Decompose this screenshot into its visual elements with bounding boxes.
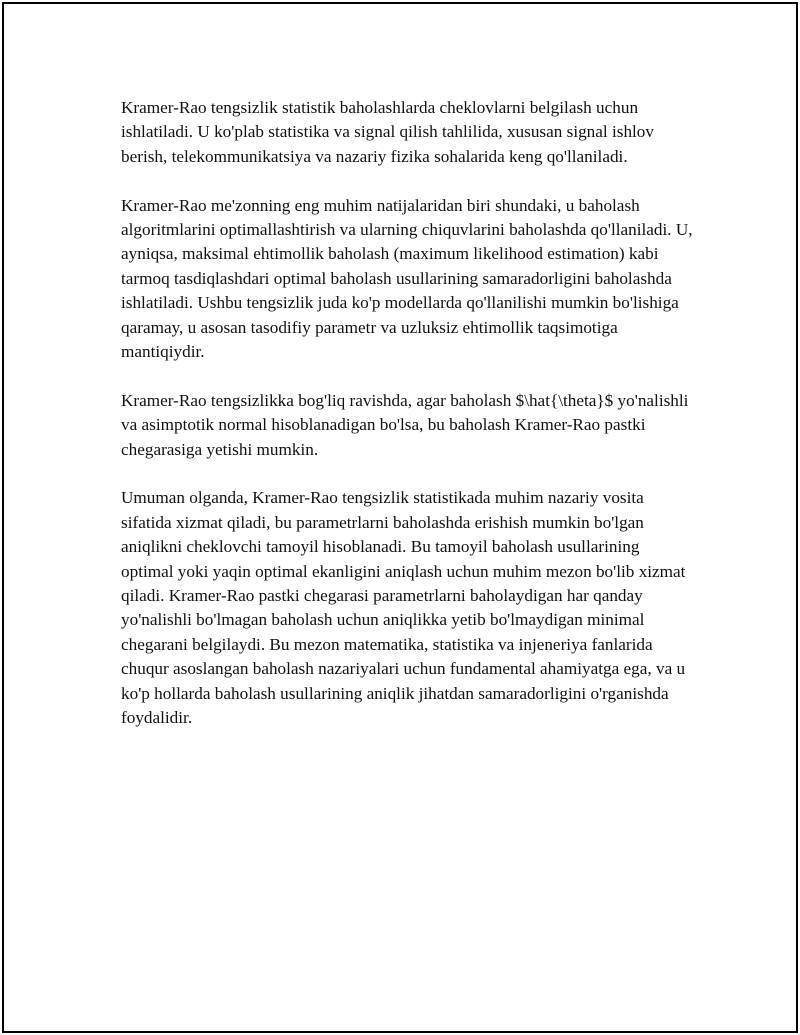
paragraph-4: Umuman olganda, Kramer-Rao tengsizlik statistikada muhim nazariy vosita sifatida xizmat qiladi, bu parametrlarni baholashda erishish mumkin bo'lgan aniqlikni cheklovchi tamoyil hisoblanadi. Bu tamoyil baholash usullarining optimal yoki yaqin optimal ekanligini aniqlash uchun muhim mezon bo'lib xizmat qiladi. Kramer-Rao pastki chegarasi parametrlarni baholaydigan har qanday yo'nalishli bo'lmagan baholash uchun aniqlikka yetib bo'lmaydigan minimal chegarani belgilaydi. Bu mezon matematika, statistika va injeneriya fanlarida chuqur asoslangan baholash nazariyalari uchun fundamental ahamiyatga ega, va u ko'p hollarda baholash usullarining aniqlik jihatdan samaradorligini o'rganishda foydalidir. <box>121 488 686 728</box>
document-body <box>121 96 696 755</box>
page-frame <box>2 2 798 1033</box>
paragraph-2: Kramer-Rao me'zonning eng muhim natijalaridan biri shundaki, u baholash algoritmlarini optimallashtirish va ularning chiquvlarini baholashda qo'llaniladi. U, ayniqsa, maksimal ehtimollik baholash (maximum likelihood estimation) kabi tarmoq tasdiqlashdari optimal baholash usullarining samaradorligini baholashda ishlatiladi. Ushbu tengsizlik juda ko'p modellarda qo'llanilishi mumkin bo'lishiga qaramay, u asosan tasodifiy parametr va uzluksiz ehtimollik taqsimotiga mantiqiydir. <box>121 195 693 362</box>
paragraph-1: Kramer-Rao tengsizlik statistik baholashlarda cheklovlarni belgilash uchun ishlatiladi. U ko'plab statistika va signal qilish tahlilida, xususan signal ishlov berish, telekommunikatsiya va nazariy fizika sohalarida keng qo'llaniladi. <box>121 98 654 166</box>
paragraph-3: Kramer-Rao tengsizlikka bog'liq ravishda, agar baholash $\hat{\theta}$ yo'nalishli va asimptotik normal hisoblanadigan bo'lsa, bu baholash Kramer-Rao pastki chegarasiga yetishi mumkin. <box>121 390 689 459</box>
